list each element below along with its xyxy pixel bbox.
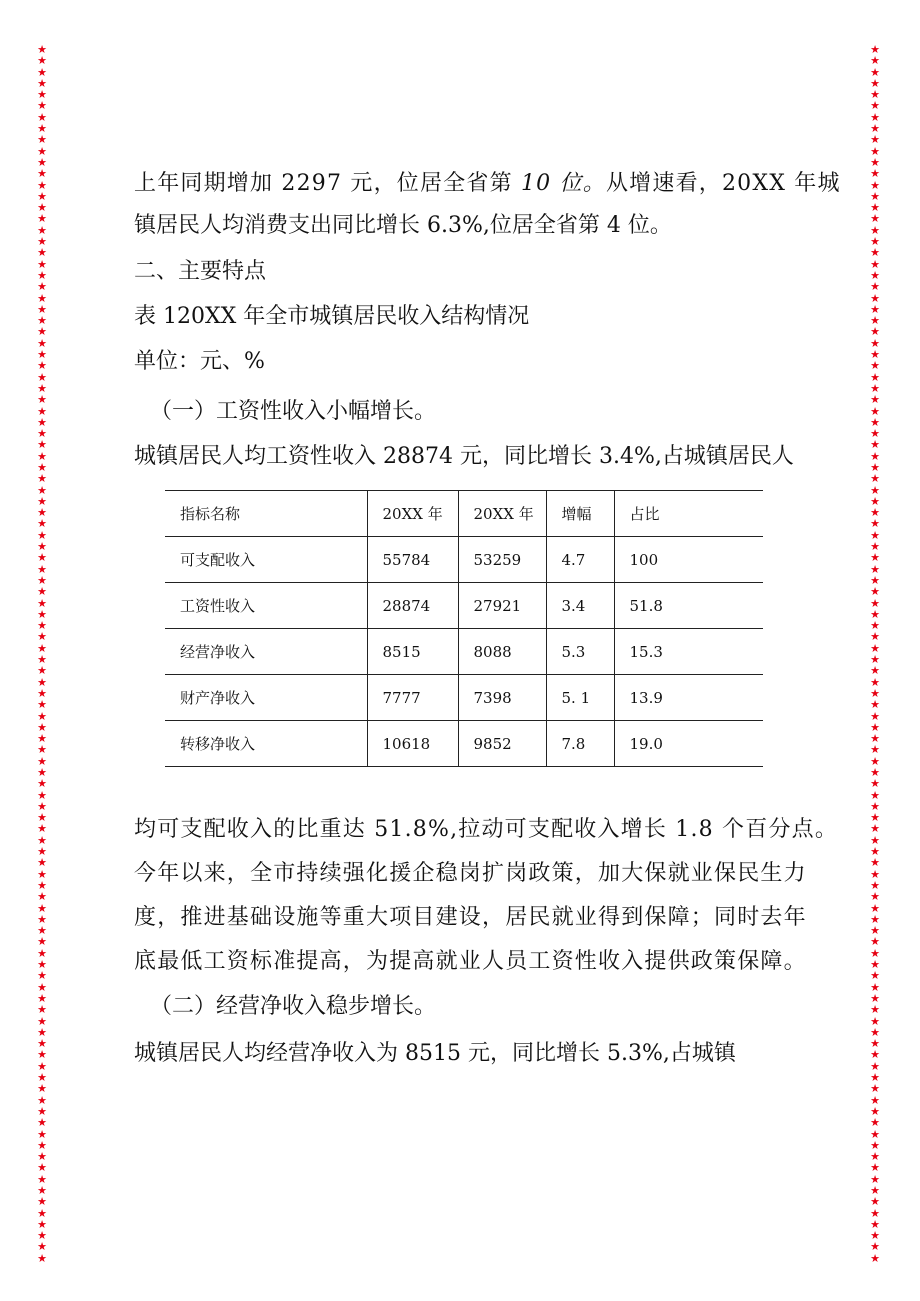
italic-text-segment: 10 位。 [520,171,606,196]
table-cell: 55784 [367,537,458,583]
income-structure-table [165,490,763,767]
table-cell: 5. 1 [546,675,614,721]
table-cell: 27921 [458,583,546,629]
text-segment: 从增速看，20XX 年城 [605,171,841,196]
table-cell: 53259 [458,537,546,583]
table-cell: 13.9 [614,675,763,721]
table-cell: 4.7 [546,537,614,583]
table-cell: 3.4 [546,583,614,629]
table-cell: 7.8 [546,721,614,767]
table-cell: 8088 [458,629,546,675]
table-cell: 8515 [367,629,458,675]
subsection-heading: （二）经营净收入稳步增长。 [150,994,437,1019]
left-star-border: ★ ★ ★ ★ ★ ★ ★ ★ ★ ★ ★ ★ ★ ★ ★ ★ ★ ★ ★ ★ ★ ★ ★ ★ ★ ★ ★ ★ ★ ★ ★ ★ ★ ★ ★ ★ ★ ★ ★ ★ ★ ★ ★ ★ ★ ★ ★ ★ ★ ★ ★ ★ ★ ★ ★ ★ ★ ★ ★ ★ ★ ★ ★ ★ ★ ★ ★ ★ ★ ★ ★ ★ ★ ★ ★ ★ ★ ★ ★ ★ ★ ★ ★ ★ ★ ★ ★ ★ ★ ★ ★ ★ ★ ★ ★ ★ ★ ★ ★ ★ ★ ★ ★ ★ ★ ★ ★ ★ [37,43,47,1265]
text-segment: 上年同期增加 2297 元，位居全省第 [134,171,521,196]
right-star-border: ★ ★ ★ ★ ★ ★ ★ ★ ★ ★ ★ ★ ★ ★ ★ ★ ★ ★ ★ ★ ★ ★ ★ ★ ★ ★ ★ ★ ★ ★ ★ ★ ★ ★ ★ ★ ★ ★ ★ ★ ★ ★ ★ ★ ★ ★ ★ ★ ★ ★ ★ ★ ★ ★ ★ ★ ★ ★ ★ ★ ★ ★ ★ ★ ★ ★ ★ ★ ★ ★ ★ ★ ★ ★ ★ ★ ★ ★ ★ ★ ★ ★ ★ ★ ★ ★ ★ ★ ★ ★ ★ ★ ★ ★ ★ ★ ★ ★ ★ ★ ★ ★ ★ ★ ★ ★ ★ ★ [870,43,880,1265]
table-cell: 9852 [458,721,546,767]
paragraph-line: 城镇居民人均工资性收入 28874 元，同比增长 3.4%,占城镇居民人 [134,444,794,469]
table-cell: 51.8 [614,583,763,629]
table-cell: 15.3 [614,629,763,675]
table-cell: 可支配收入 [165,537,367,583]
unit-label: 单位：元、% [134,349,265,374]
paragraph-line: 度，推进基础设施等重大项目建设，居民就业得到保障；同时去年 [134,905,807,930]
table-cell: 100 [614,537,763,583]
paragraph-line: 镇居民人均消费支出同比增长 6.3%,位居全省第 4 位。 [134,213,672,238]
table-cell: 财产净收入 [165,675,367,721]
table-row [165,583,763,629]
table-caption: 表 120XX 年全市城镇居民收入结构情况 [134,304,530,329]
table-cell: 经营净收入 [165,629,367,675]
table-cell: 19.0 [614,721,763,767]
header-cell: 20XX 年 [458,491,546,537]
header-cell: 占比 [614,491,763,537]
header-cell: 指标名称 [165,491,367,537]
table-row [165,675,763,721]
table-header-row [165,491,763,537]
table-row [165,629,763,675]
table-cell: 工资性收入 [165,583,367,629]
subsection-heading: （一）工资性收入小幅增长。 [150,399,437,424]
table-row [165,537,763,583]
table-cell: 10618 [367,721,458,767]
header-cell: 20XX 年 [367,491,458,537]
table-cell: 5.3 [546,629,614,675]
table-row [165,721,763,767]
paragraph-line: 城镇居民人均经营净收入为 8515 元，同比增长 5.3%,占城镇 [134,1041,736,1066]
table-cell: 转移净收入 [165,721,367,767]
table-cell: 28874 [367,583,458,629]
paragraph-line [134,172,841,196]
paragraph-line: 底最低工资标准提高，为提高就业人员工资性收入提供政策保障。 [134,949,807,974]
paragraph-line: 均可支配收入的比重达 51.8%,拉动可支配收入增长 1.8 个百分点。 [134,817,839,842]
header-cell: 增幅 [546,491,614,537]
table-cell: 7398 [458,675,546,721]
paragraph-line: 今年以来，全市持续强化援企稳岗扩岗政策，加大保就业保民生力 [134,861,807,886]
section-heading: 二、主要特点 [134,259,267,284]
table-cell: 7777 [367,675,458,721]
